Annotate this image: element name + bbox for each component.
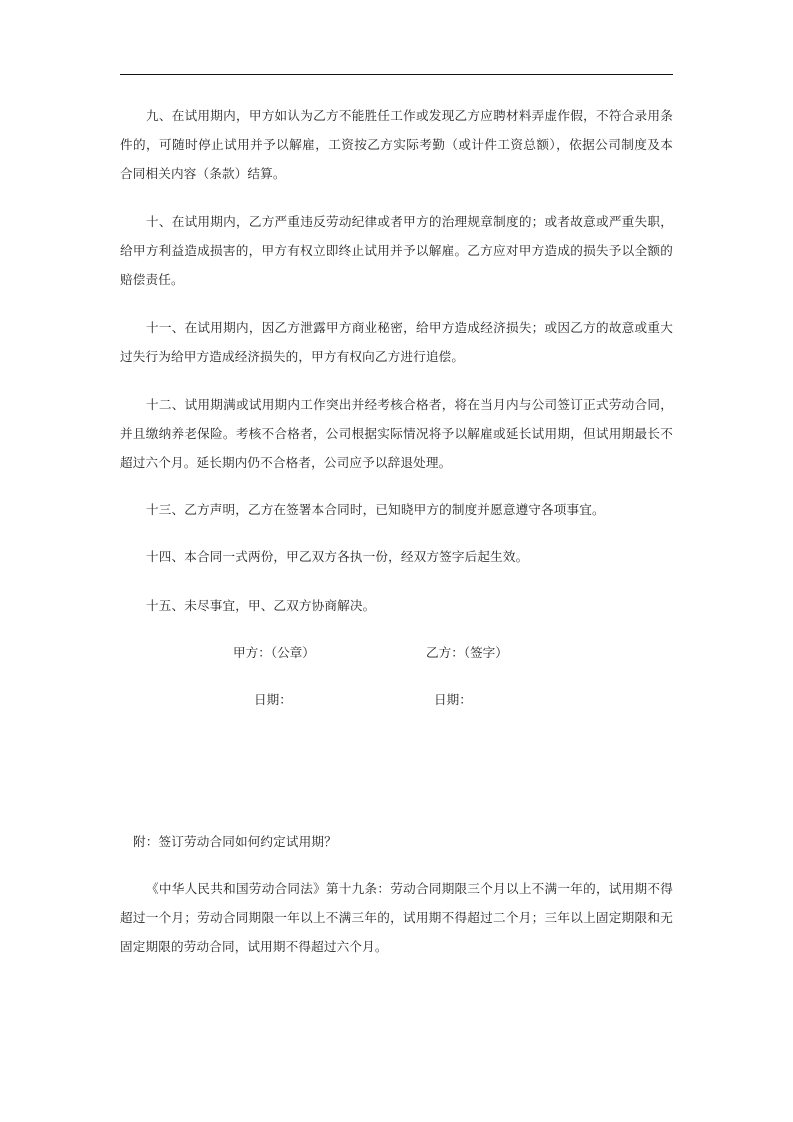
appendix-body: 《中华人民共和国劳动合同法》第十九条：劳动合同期限三个月以上不满一年的，试用期不得超过一个月；劳动合同期限一年以上不满三年的，试用期不得超过二个月；三年以上固定期限和无固定期限的劳动合同，试用期不得超过六个月。 <box>120 881 673 954</box>
party-b-date-label: 日期： <box>434 692 472 707</box>
clause-13: 十三、乙方声明，乙方在签署本合同时，已知晓甲方的制度并愿意遵守各项事宜。 <box>146 502 605 517</box>
appendix-title: 附：签订劳动合同如何约定试用期？ <box>133 834 337 849</box>
clause-9: 九、在试用期内，甲方如认为乙方不能胜任工作或发现乙方应聘材料弄虚作假，不符合录用条件的，可随时停止试用并予以解雇，工资按乙方实际考勤（或计件工资总额），依据公司制度及本合同相关内容（条款）结算。 <box>120 108 673 181</box>
clause-15: 十五、未尽事宜，甲、乙双方协商解决。 <box>146 598 376 613</box>
clause-11: 十一、在试用期内，因乙方泄露甲方商业秘密，给甲方造成经济损失；或因乙方的故意或重大过失行为给甲方造成经济损失的，甲方有权向乙方进行追偿。 <box>120 320 673 364</box>
party-b-signature-label: 乙方：（签字） <box>426 645 508 660</box>
clause-10: 十、在试用期内，乙方严重违反劳动纪律或者甲方的治理规章制度的；或者故意或严重失职，给甲方利益造成损害的，甲方有权立即终止试用并予以解雇。乙方应对甲方造成的损失予以全额的赔偿责任。 <box>120 214 673 287</box>
clause-12: 十二、试用期满或试用期内工作突出并经考核合格者，将在当月内与公司签订正式劳动合同，并且缴纳养老保险。考核不合格者，公司根据实际情况将予以解雇或延长试用期，但试用期最长不超过六个月。延长期内仍不合格者，公司应予以辞退处理。 <box>120 397 673 470</box>
clause-14: 十四、本合同一式两份，甲乙双方各执一份，经双方签字后起生效。 <box>146 549 529 564</box>
party-a-date-label: 日期： <box>254 692 292 707</box>
header-rule <box>120 74 673 75</box>
party-a-seal-label: 甲方：（公章） <box>233 645 315 660</box>
